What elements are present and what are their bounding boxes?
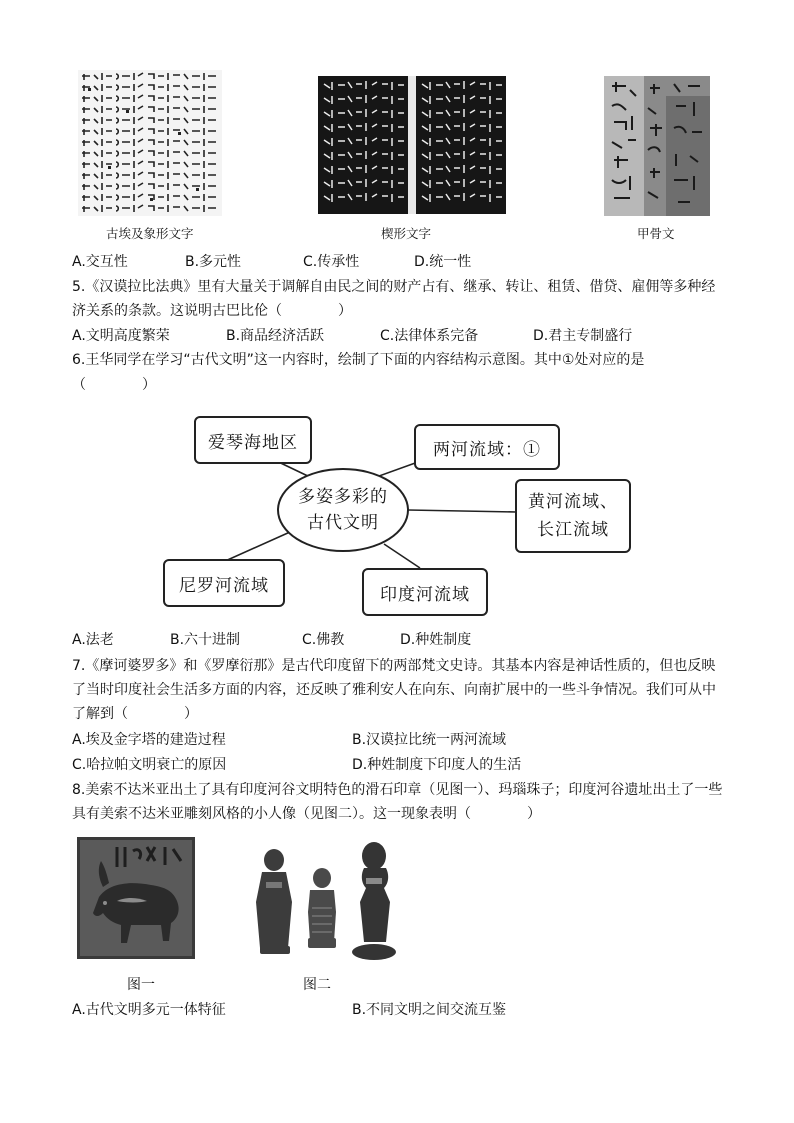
node-two-rivers	[414, 424, 560, 470]
q7-option-c: C.哈拉帕文明衰亡的原因	[72, 757, 227, 773]
q6-option-d: D.种姓制度	[400, 632, 472, 648]
node-yellow-yangtze	[515, 479, 631, 553]
node-nile-label: 尼罗河流域	[179, 575, 269, 596]
node-indus-label: 印度河流域	[380, 584, 470, 605]
cuneiform-caption: 楔形文字	[381, 226, 432, 241]
q4-option-a: A.交互性	[72, 254, 128, 270]
q8-stem-line2: 具有美索不达米亚雕刻风格的小人像（见图二）。这一现象表明（ ）	[72, 806, 541, 822]
center-line1: 多姿多彩的	[298, 487, 388, 507]
q5-option-d: D.君主专制盛行	[533, 328, 633, 344]
q5-stem-line2: 济关系的条款。这说明古巴比伦（ ）	[72, 303, 352, 319]
indus-seal-image	[77, 837, 195, 959]
q7-stem-line3: 了解到（ ）	[72, 706, 198, 722]
egypt-caption: 古埃及象形文字	[106, 226, 194, 241]
q7-option-a: A.埃及金字塔的建造过程	[72, 732, 226, 748]
fig1-caption: 图一	[127, 977, 155, 993]
q6-option-b: B.六十进制	[170, 632, 241, 648]
q5-option-c: C.法律体系完备	[380, 328, 479, 344]
node-yellow-line1: 黄河流域、	[528, 492, 618, 512]
q8-option-b: B.不同文明之间交流互鉴	[352, 1002, 507, 1018]
mesopotamian-statuettes-image	[252, 838, 400, 964]
q6-option-a: A.法老	[72, 632, 114, 648]
q5-option-a: A.文明高度繁荣	[72, 328, 170, 344]
q5-option-b: B.商品经济活跃	[226, 328, 325, 344]
q8-stem-line1: 8.美索不达米亚出土了具有印度河谷文明特色的滑石印章（见图一）、玛瑙珠子；印度河谷遗址出土了一些	[72, 782, 723, 798]
q6-stem-line1: 6.王华同学在学习“古代文明”这一内容时，绘制了下面的内容结构示意图。其中①处对应的是	[72, 352, 645, 368]
oracle-caption: 甲骨文	[637, 226, 675, 241]
q6-stem-line2: （ ）	[72, 377, 156, 393]
node-aegean-label: 爱琴海地区	[208, 432, 298, 453]
q4-option-c: C.传承性	[303, 254, 360, 270]
center-line2: 古代文明	[307, 513, 379, 533]
node-nile	[163, 559, 285, 607]
fig2-caption: 图二	[303, 977, 331, 993]
q7-stem-line2: 了当时印度社会生活多方面的内容，还反映了雅利安人在向东、向南扩展中的一些斗争情况。我们可从中	[72, 682, 716, 698]
q8-option-a: A.古代文明多元一体特征	[72, 1002, 226, 1018]
q7-option-b: B.汉谟拉比统一两河流域	[352, 732, 507, 748]
q4-option-d: D.统一性	[414, 254, 472, 270]
q5-stem-line1: 5.《汉谟拉比法典》里有大量关于调解自由民之间的财产占有、继承、转让、租赁、借贷、雇佣等多种经	[72, 279, 716, 295]
node-aegean	[194, 416, 312, 464]
q7-stem-line1: 7.《摩诃婆罗多》和《罗摩衍那》是古代印度留下的两部梵文史诗。其基本内容是神话性质的，但也反映	[72, 658, 716, 674]
q7-option-d: D.种姓制度下印度人的生活	[352, 757, 522, 773]
node-indus	[362, 568, 488, 616]
node-yellow-line2: 长江流域	[537, 520, 609, 540]
diagram-center-ellipse	[277, 468, 409, 552]
q4-option-b: B.多元性	[185, 254, 242, 270]
q6-option-c: C.佛教	[302, 632, 345, 648]
node-two-rivers-label: 两河流域：①	[433, 439, 541, 460]
